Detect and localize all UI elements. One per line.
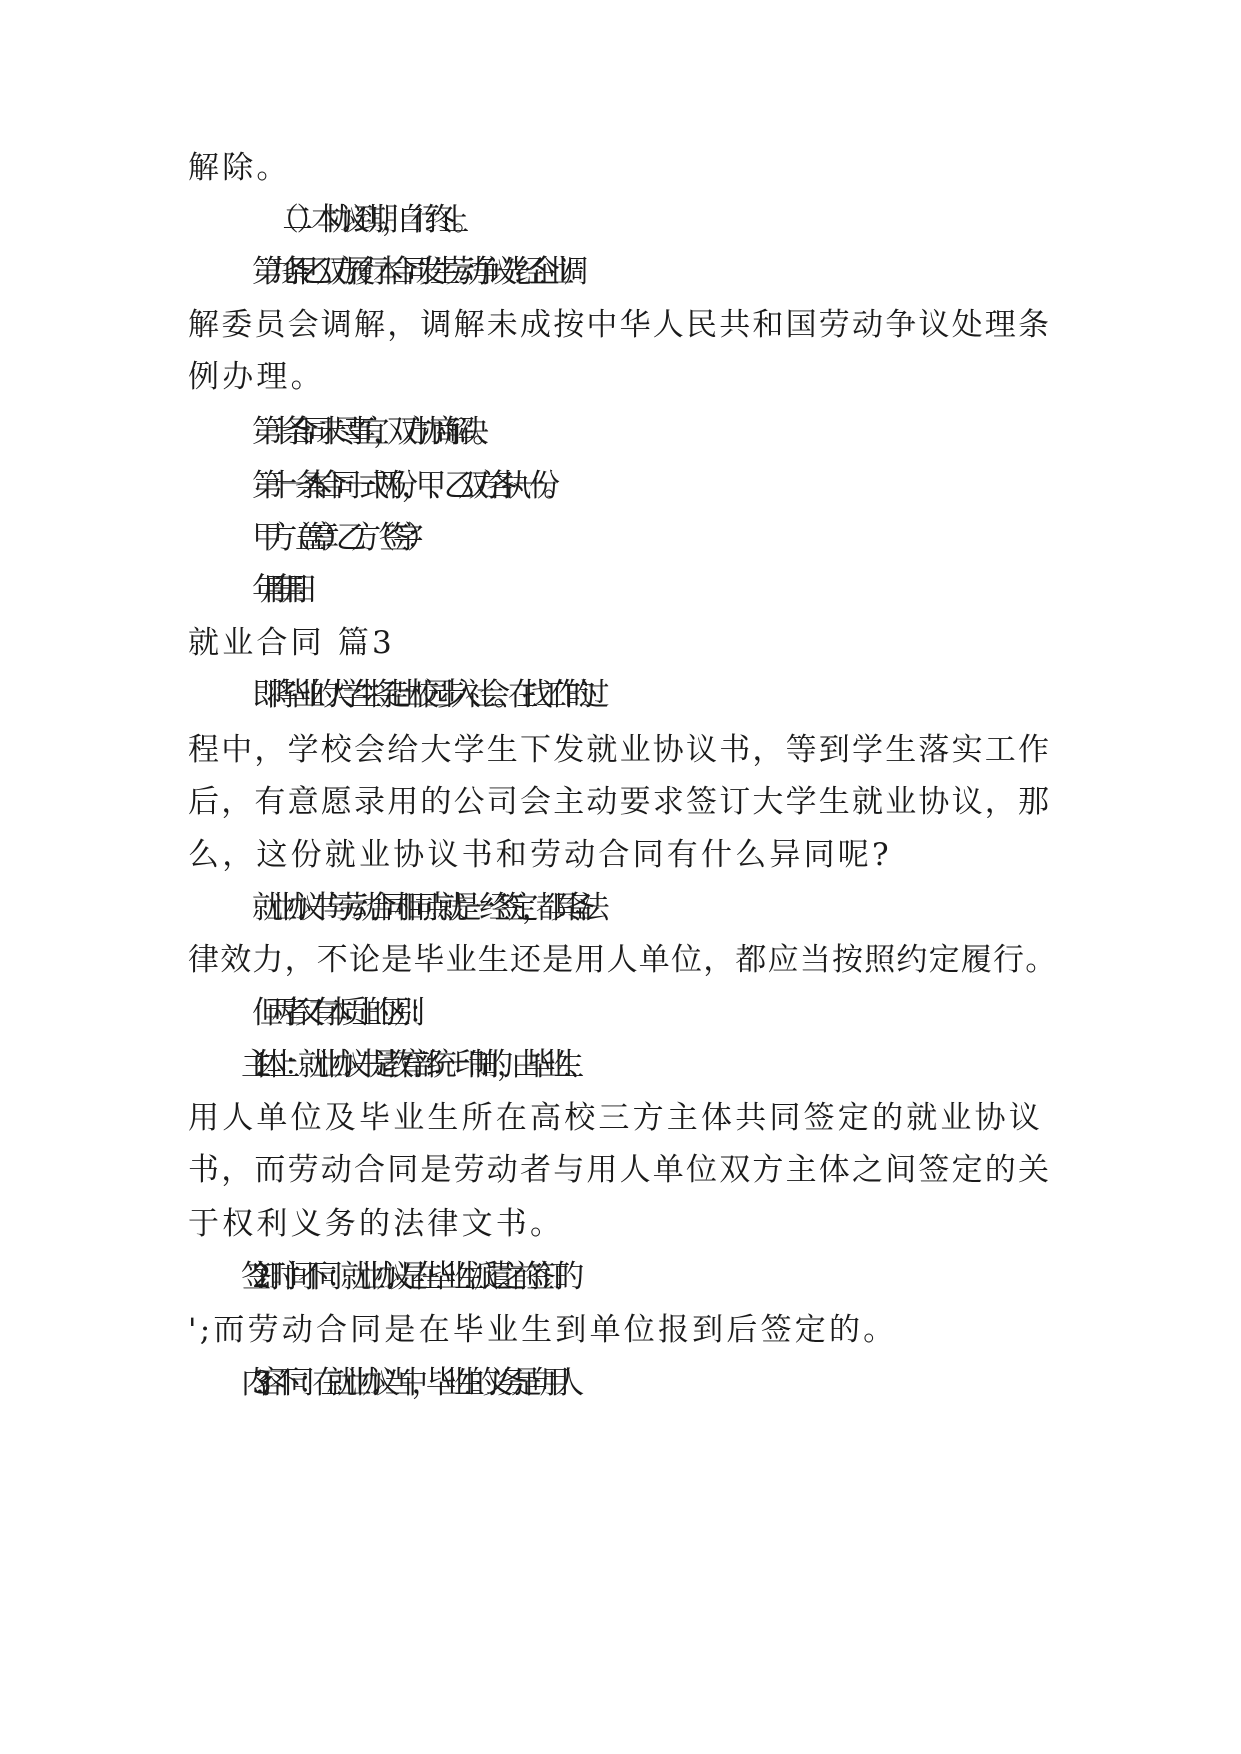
text-line: 3. 内容不同：在就业协议当中，毕业生的义务是向用人: [252, 1365, 568, 1401]
text-line: 例办理。: [188, 359, 325, 395]
text-line: 第九条 甲乙双方履行本合同发生劳动争议先经企业调: [252, 254, 572, 290]
text-line: 第十条 合同未尽事宜，双方协商解决。: [252, 414, 487, 450]
text-line: 解委员会调解，调解未成按中华人民共和国劳动争议处理条: [188, 307, 1052, 343]
text-line: ';而劳动合同是在毕业生到单位报到后签定的。: [188, 1312, 898, 1348]
text-line: 程中，学校会给大学生下发就业协议书，等到学生落实工作: [188, 732, 1052, 768]
text-line: （二）本协议到期，自行终止。: [268, 202, 467, 238]
text-line: 解除。: [188, 150, 291, 186]
section-heading: 就业合同 篇3: [188, 625, 395, 661]
text-line: 书，而劳动合同是劳动者与用人单位双方主体之间签定的关: [188, 1152, 1052, 1188]
text-line: 年 月 日 年 月 日: [252, 572, 303, 608]
text-line: 律效力，不论是毕业生还是用人单位，都应当按照约定履行。: [188, 942, 1058, 978]
text-line: 后，有意愿录用的公司会主动要求签订大学生就业协议，那: [188, 784, 1052, 820]
text-line: 于权利义务的法律文书。: [188, 1206, 565, 1242]
text-line: 么，这份就业协议书和劳动合同有什么异同呢?: [188, 837, 892, 873]
text-line: 第十一条 本合同一式两份，甲、乙双方各执一份。: [252, 468, 558, 504]
text-line: 就业协议书与劳动合同相同点就是一经签定，都具备法: [252, 890, 593, 926]
text-line: 即将毕业的大学生将走出校园步入社会。在找工作的过: [252, 677, 593, 713]
text-line: 但两者又有本质上的区别：: [252, 995, 423, 1031]
text-line: 甲方（盖章）：乙方（签字）：: [252, 520, 420, 556]
text-line: 用人单位及毕业生所在高校三方主体共同签定的就业协议: [188, 1100, 1043, 1136]
text-line: 1. 主体上：就业协议书是教育部统一印制的，由毕业生、: [252, 1047, 582, 1083]
text-line: 2. 签订时间不同：就业协议是在毕业生派遣之前签订的: [252, 1259, 568, 1295]
